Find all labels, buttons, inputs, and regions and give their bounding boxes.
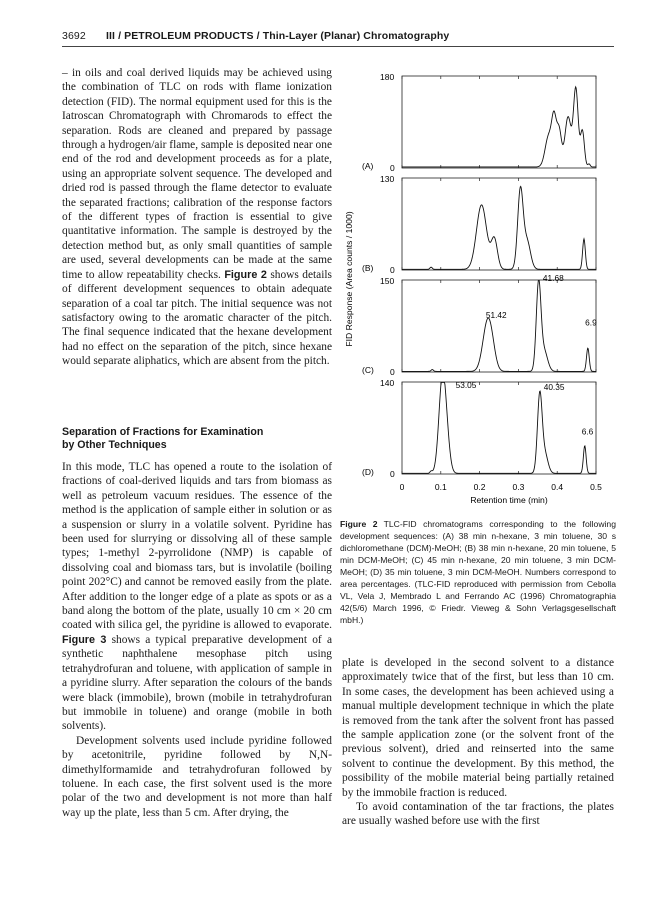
paragraph-iatroscan <box>62 66 332 369</box>
y-axis-label: FID Response (Area counts / 1000) <box>344 211 354 347</box>
paragraph-text: shows a typical preparative development of a synthetic naphthalene mesophase pitch using tetrahydrofuran and toluene, with application of sample in a pyridine slurry. After separation the colours of the bands were black (immobile), brown (mobile in tetrahydrofuran but immobile in toluene) and orange (mobile in both solvents). <box>62 633 332 733</box>
section-heading <box>62 426 332 452</box>
caption-text: TLC-FID chromatograms corresponding to the following development sequences: (A) 38 min n-hexane, 3 min toluene, 30 s dichloromethane (DCM)-MeOH; (B) 38 min n-hexane, 20 min toluene, 5 min DCM-MeOH; (C) 45 min n-hexane, 20 min toluene, 3 min DCM-MeOH; (D) 35 min toluene, 3 min DCM-MeOH. Numbers correspond to area percentages. (TLC-FID reproduced with permission from Cebolla VL, Vela J, Membrado L and Ferrando AC (1996) Chromatographia 42(5/6) March 1996, © Friedr. Vieweg & Sohn Verlagsgesellschaft mbH.) <box>340 519 616 625</box>
figure-2-reference: Figure 2 <box>224 268 267 281</box>
y-min-label: 0 <box>390 265 395 275</box>
panel-label: (B) <box>362 263 374 273</box>
x-tick-label: 0.5 <box>590 482 602 492</box>
paragraph-contamination: To avoid contamination of the tar fractions, the plates are usually washed before use with the first <box>342 801 614 828</box>
figure-caption <box>340 518 616 626</box>
x-tick-label: 0 <box>399 482 405 492</box>
running-title: III / PETROLEUM PRODUCTS / Thin-Layer (Planar) Chromatography <box>106 30 450 42</box>
x-tick-label: 0.2 <box>473 482 486 492</box>
paragraph-text: In this mode, TLC has opened a route to the isolation of fractions of coal-derived liquids and tars from biomass as well as petroleum vacuum residues. The essence of the method is the application of sample either in solution or as a suspension or slurry in a volatile solvent. Pyridine has been used for slurrying or dissolving all of these sample types; 1-methyl 2-pyrrolidone (NMP) is capable of dissolving coal and biomass tars, but is involatile (boiling point 202°C) and cannot be removed easily from the plate. After addition to the longer edge of a plate as spots or as a band along the bottom of the plate, usually 10 cm × 20 cm coated with silica gel, the pyridine is allowed to evaporate. <box>62 461 332 632</box>
chromatogram-trace <box>402 186 596 269</box>
paragraph-isolation <box>62 460 332 734</box>
section-heading-line: Separation of Fractions for Examination <box>62 426 264 438</box>
y-min-label: 0 <box>390 469 395 479</box>
chromatogram-trace <box>402 379 596 473</box>
chromatogram-chart <box>340 66 630 506</box>
y-min-label: 0 <box>390 163 395 173</box>
peak-area-label: 6.6 <box>581 426 594 437</box>
x-tick-label: 0.1 <box>434 482 447 492</box>
panel-label: (A) <box>362 161 374 171</box>
peak-area-label: 6.9 <box>585 317 597 328</box>
x-tick-label: 0.4 <box>551 482 564 492</box>
chromatogram-trace <box>402 280 596 371</box>
panel-label: (C) <box>362 365 374 375</box>
y-max-label: 180 <box>380 72 395 82</box>
section-heading-line: by Other Techniques <box>62 439 167 451</box>
left-column-top <box>62 66 332 369</box>
y-max-label: 140 <box>380 378 395 388</box>
panel-label: (D) <box>362 467 374 477</box>
y-min-label: 0 <box>390 367 395 377</box>
peak-area-label: 40.35 <box>543 381 565 392</box>
page-number: 3692 <box>62 30 86 42</box>
chromatogram-trace <box>402 87 596 167</box>
paragraph-development: plate is developed in the second solvent to a distance approximately twice that of the first, but less than 10 cm. In some cases, the development has been achieved using a manual multiple development technique in which the plate is removed from the tank after the solvent front has passed the sample application zone (or the solvent front of the previous solvent), dried and reinserted into the same solvent to continue the development. By this method, the possibility of the mobile material being partially retained by the immobile fraction is reduced. <box>342 657 614 799</box>
panel-frame <box>402 178 596 270</box>
y-max-label: 150 <box>380 276 395 286</box>
figure-3-reference: Figure 3 <box>62 633 107 646</box>
figure-label: Figure 2 <box>340 519 378 529</box>
peak-area-label: 53.05 <box>455 379 477 390</box>
paragraph-text: shows details of different development sequences to obtain adequate separation of a coal tar pitch. The initial sequence was not satisfactory owing to the aromatic character of the pitch. The final sequence indicated that the hexane development had no effect on the separation of the pitch, since hexane would separate aliphatics, which are absent from the pitch. <box>62 268 332 368</box>
x-tick-label: 0.3 <box>512 482 525 492</box>
left-column-bottom <box>62 460 332 820</box>
running-header <box>62 30 622 46</box>
x-axis-label: Retention time (min) <box>470 495 548 505</box>
figure-2-chromatograms <box>340 66 630 506</box>
paragraph-text: – in oils and coal derived liquids may be achieved using the combination of TLC on rods with flame ionization detection (FID). The normal equipment used for this is the Iatroscan Chromatograph with Chromarods to effect the separation. Rods are cleaned and prepared by passage through a hydrogen/air flame, sample is deposited near one end of the rod and development proceeds as for a plate, using an appropriate solvent sequence. The developed and dried rod is passed through the flame detector to evaluate the separated fractions; calibration of the response factors of the different types of fraction is essential to give quantitative information. The sample is destroyed by the detection method but, as only small quantities of sample are used, several developments can be made at the same time to allow repeatability checks. <box>62 67 332 281</box>
right-column-bottom <box>342 656 614 829</box>
panel-frame <box>402 379 596 474</box>
paragraph-solvents: Development solvents used include pyridine followed by acetonitrile, pyridine followed by N,N-dimethylformamide and tetrahydrofuran followed by toluene. In each case, the first solvent used is the more polar of the two and development is not more than half way up the plate, less than 5 cm. After drying, the <box>62 734 332 819</box>
y-max-label: 130 <box>380 174 395 184</box>
panel-frame <box>402 280 596 372</box>
header-rule <box>62 46 614 47</box>
peak-area-label: 51.42 <box>485 310 507 321</box>
peak-area-label: 41.68 <box>542 273 564 284</box>
